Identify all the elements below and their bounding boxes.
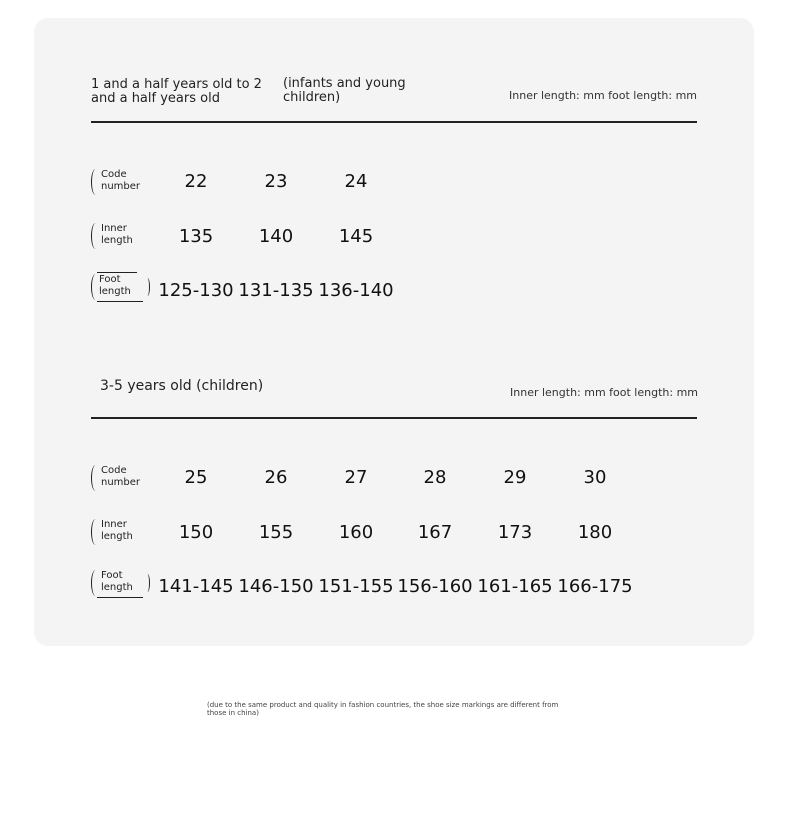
s2-inner-2: 155 [258,522,294,543]
s2-inner-3: 160 [338,522,374,543]
s2-inner-4: 167 [417,522,453,543]
s2-inner-1: 150 [178,522,214,543]
s1-inner-3: 145 [338,226,374,247]
row-label-inner-length-2: Inner length [91,517,149,549]
s1-inner-1: 135 [178,226,214,247]
section1-unit-note: Inner length: mm foot length: mm [509,89,698,102]
s2-code-5: 29 [503,467,527,488]
section1-divider [91,121,697,123]
s1-inner-2: 140 [258,226,294,247]
section2-title: 3-5 years old (children) [100,378,264,394]
s2-code-1: 25 [184,467,208,488]
s2-foot-5: 161-165 [477,576,553,597]
s2-foot-1: 141-145 [158,576,234,597]
size-chart-card [34,18,754,646]
section2-unit-note: Inner length: mm foot length: mm [510,386,699,399]
s2-foot-4: 156-160 [397,576,473,597]
row-label-code-number: Code number [91,167,149,199]
s2-code-2: 26 [264,467,288,488]
s2-code-3: 27 [344,467,368,488]
s1-code-2: 23 [264,171,288,192]
section1-subtitle: (infants and young children) [283,76,406,105]
row-label-foot-length: Foot length [91,272,149,304]
row-label-inner-length: Inner length [91,221,149,253]
section1-title: 1 and a half years old to 2 and a half years old [91,77,262,106]
row-label-foot-length-2: Foot length [91,568,149,600]
s1-code-1: 22 [184,171,208,192]
s2-foot-3: 151-155 [318,576,394,597]
s2-code-4: 28 [423,467,447,488]
row-label-code-number-2: Code number [91,463,149,495]
s2-inner-5: 173 [497,522,533,543]
s2-foot-2: 146-150 [238,576,314,597]
s1-foot-2: 131-135 [238,280,314,301]
s1-foot-3: 136-140 [318,280,394,301]
s1-foot-1: 125-130 [158,280,234,301]
s2-inner-6: 180 [577,522,613,543]
section2-divider [91,417,697,419]
footnote: (due to the same product and quality in fashion countries, the shoe size markings are different from those in china) [207,701,559,717]
s2-foot-6: 166-175 [557,576,633,597]
s2-code-6: 30 [583,467,607,488]
s1-code-3: 24 [344,171,368,192]
